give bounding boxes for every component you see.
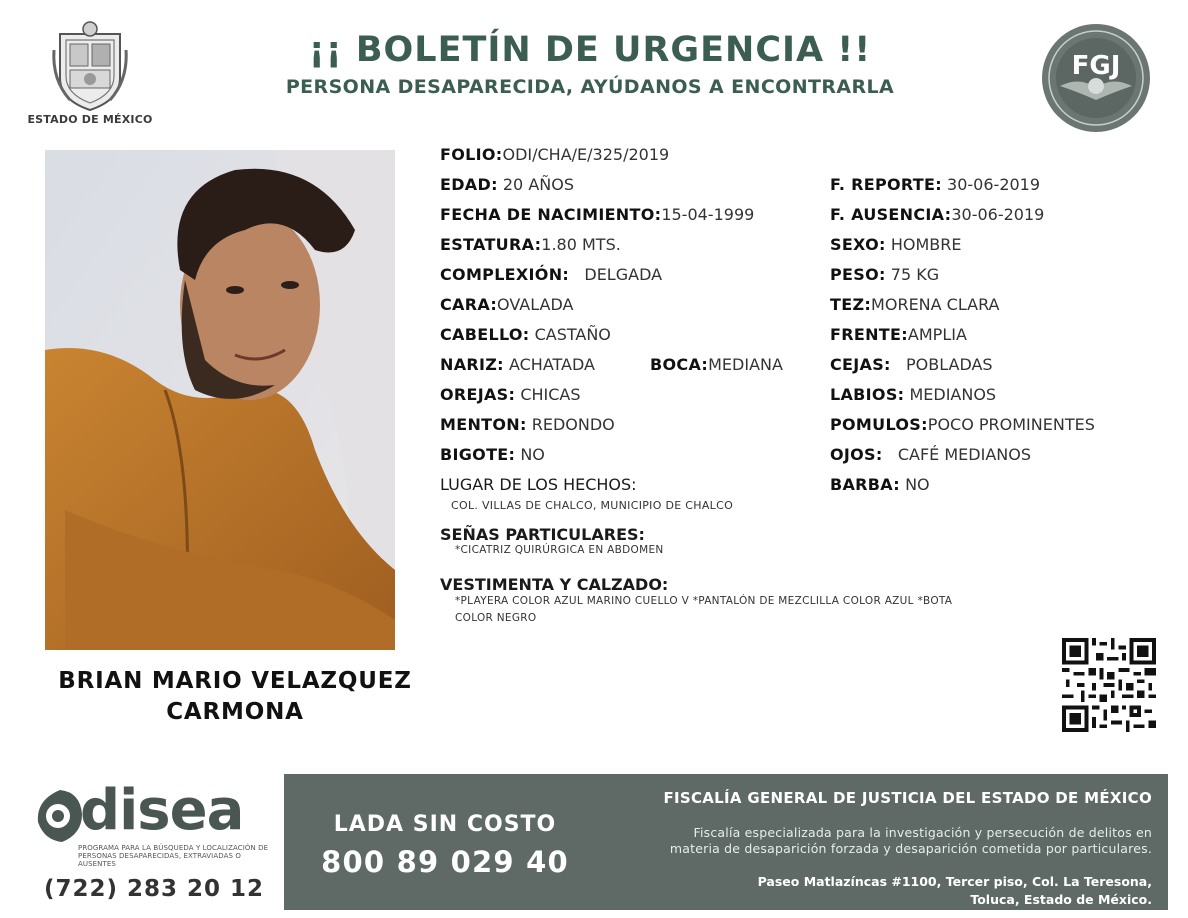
field-ojos: OJOS: CAFÉ MEDIANOS (830, 445, 1031, 464)
person-name (30, 666, 440, 728)
page-title: ¡¡ BOLETÍN DE URGENCIA !! (308, 30, 872, 70)
field-lugar-label: LUGAR DE LOS HECHOS: (440, 475, 637, 494)
field-senas-label: SEÑAS PARTICULARES: (440, 525, 645, 544)
field-sexo: SEXO: HOMBRE (830, 235, 962, 254)
fgj-logo-text: FGJ (1071, 51, 1121, 81)
field-pomulos: POMULOS:POCO PROMINENTES (830, 415, 1095, 434)
odisea-program-description: PROGRAMA PARA LA BÚSQUEDA Y LOCALIZACIÓN DE PERSONAS DESAPARECIDAS, EXTRAVIADAS O AUSENTES (78, 844, 269, 868)
odisea-phone-number[interactable]: (722) 283 20 12 (43, 876, 265, 902)
agency-description-line-1: Fiscalía especializada para la investigación y persecución de delitos en (693, 825, 1152, 840)
field-cejas: CEJAS: POBLADAS (830, 355, 993, 374)
field-cara: CARA:OVALADA (440, 295, 574, 314)
field-cabello: CABELLO: CASTAÑO (440, 325, 611, 344)
field-vestimenta-value-line-2: COLOR NEGRO (455, 612, 537, 624)
field-barba: BARBA: NO (830, 475, 930, 494)
field-menton: MENTON: REDONDO (440, 415, 615, 434)
field-f-reporte: F. REPORTE: 30-06-2019 (830, 175, 1041, 194)
field-labios: LABIOS: MEDIANOS (830, 385, 997, 404)
page-subtitle: PERSONA DESAPARECIDA, AYÚDANOS A ENCONTRARLA (285, 76, 895, 98)
agency-address-line-2: Toluca, Estado de México. (970, 892, 1152, 907)
field-complexion: COMPLEXIÓN: DELGADA (440, 265, 663, 284)
field-boca: BOCA:MEDIANA (650, 355, 783, 374)
agency-description (600, 825, 1152, 857)
odisea-brand-text: disea (80, 778, 244, 843)
person-name-line-2: CARMONA (166, 699, 304, 725)
field-peso: PESO: 75 KG (830, 265, 940, 284)
fgj-seal-icon (1040, 22, 1152, 134)
agency-address (600, 873, 1152, 909)
field-vestimenta-value-line-1: *PLAYERA COLOR AZUL MARINO CUELLO V *PANTALÓN DE MEZCLILLA COLOR AZUL *BOTA (455, 595, 953, 607)
field-senas-value: *CICATRIZ QUIRÚRGICA EN ABDOMEN (455, 544, 664, 556)
agency-description-line-2: materia de desaparición forzada y desaparición cometida por particulares. (669, 841, 1152, 856)
odisea-logo (34, 778, 274, 846)
estado-de-mexico-label: ESTADO DE MÉXICO (27, 113, 153, 126)
field-bigote: BIGOTE: NO (440, 445, 545, 464)
person-name-line-1: BRIAN MARIO VELAZQUEZ (58, 668, 412, 694)
field-frente: FRENTE:AMPLIA (830, 325, 967, 344)
field-edad: EDAD: 20 AÑOS (440, 175, 574, 194)
field-vestimenta-label: VESTIMENTA Y CALZADO: (440, 575, 669, 594)
agency-address-line-1: Paseo Matlazíncas #1100, Tercer piso, Col. La Teresona, (757, 874, 1152, 889)
field-tez: TEZ:MORENA CLARA (830, 295, 1000, 314)
field-lugar-value: COL. VILLAS DE CHALCO, MUNICIPIO DE CHALCO (451, 499, 734, 512)
field-f-ausencia: F. AUSENCIA:30-06-2019 (830, 205, 1045, 224)
toll-free-number[interactable]: 800 89 029 40 (321, 845, 569, 879)
agency-title: FISCALÍA GENERAL DE JUSTICIA DEL ESTADO DE MÉXICO (663, 789, 1152, 807)
odisea-state-outline-icon (34, 788, 86, 844)
field-orejas: OREJAS: CHICAS (440, 385, 581, 404)
missing-person-photo (45, 150, 395, 650)
field-nariz: NARIZ: ACHATADA (440, 355, 595, 374)
qr-code-icon[interactable] (1062, 638, 1156, 732)
toll-free-label: LADA SIN COSTO (333, 812, 557, 837)
field-estatura: ESTATURA:1.80 MTS. (440, 235, 621, 254)
field-fecha-nacimiento: FECHA DE NACIMIENTO:15-04-1999 (440, 205, 755, 224)
estado-de-mexico-coat-of-arms-icon (50, 20, 130, 112)
field-folio: FOLIO:ODI/CHA/E/325/2019 (440, 145, 670, 164)
